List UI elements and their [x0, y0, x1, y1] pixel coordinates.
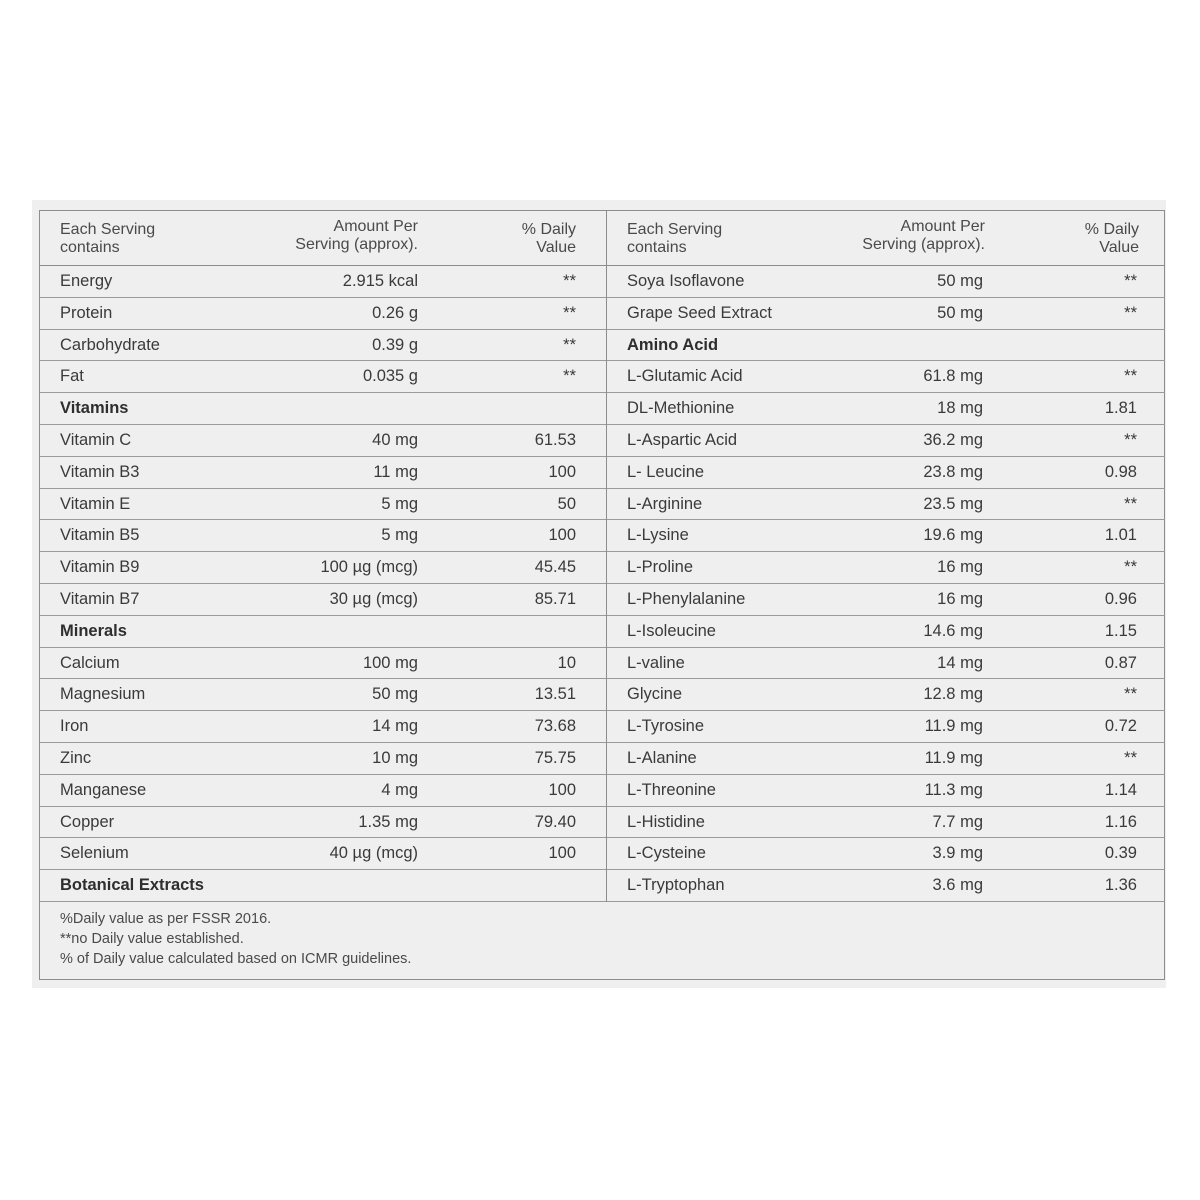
table-row — [607, 393, 1165, 425]
table-row — [607, 520, 1165, 552]
nutrient-amount: 11 mg — [373, 462, 418, 481]
nutrient-amount: 30 µg (mcg) — [329, 589, 418, 608]
nutrient-daily-value: 1.36 — [1104, 876, 1137, 895]
table-row — [40, 838, 606, 870]
nutrient-amount: 11.9 mg — [924, 717, 983, 736]
nutrition-table — [39, 210, 1165, 980]
table-row — [40, 711, 606, 743]
nutrient-daily-value: 45.45 — [534, 558, 576, 577]
nutrient-amount: 11.3 mg — [924, 780, 983, 799]
nutrient-name: L-Threonine — [627, 780, 716, 799]
nutrient-daily-value: ** — [1124, 367, 1137, 386]
nutrient-amount: 40 µg (mcg) — [329, 844, 418, 863]
table-row — [607, 679, 1165, 711]
section-title: Amino Acid — [627, 335, 719, 354]
nutrient-amount: 10 mg — [372, 748, 418, 767]
nutrient-daily-value: 13.51 — [534, 685, 576, 704]
nutrient-daily-value: 61.53 — [534, 430, 576, 449]
section-title: Botanical Extracts — [60, 876, 204, 895]
nutrient-daily-value: 100 — [548, 462, 576, 481]
footnotes — [60, 909, 411, 969]
nutrient-daily-value: ** — [563, 335, 576, 354]
table-row — [607, 616, 1165, 648]
nutrient-daily-value: 1.15 — [1104, 621, 1137, 640]
nutrient-amount: 4 mg — [381, 780, 418, 799]
nutrient-name: L-Lysine — [627, 526, 689, 545]
nutrient-name: Selenium — [60, 844, 129, 863]
nutrient-daily-value: ** — [1124, 685, 1137, 704]
nutrient-amount: 19.6 mg — [923, 526, 983, 545]
header-each-serving: Each Serving contains — [60, 221, 156, 256]
nutrient-daily-value: 0.98 — [1104, 462, 1137, 481]
nutrient-amount: 50 mg — [937, 303, 983, 322]
nutrient-daily-value: 85.71 — [534, 589, 576, 608]
table-right-column — [606, 211, 1165, 902]
nutrient-name: Magnesium — [60, 685, 146, 704]
table-row — [607, 838, 1165, 870]
nutrient-name: Soya Isoflavone — [627, 272, 745, 290]
table-row — [607, 552, 1165, 584]
table-row — [607, 298, 1165, 330]
table-row — [607, 807, 1165, 839]
nutrient-name: Vitamin B9 — [60, 558, 140, 577]
nutrient-amount: 7.7 mg — [932, 812, 983, 831]
nutrient-daily-value: ** — [1124, 272, 1137, 290]
section-title: Minerals — [60, 621, 127, 640]
nutrient-name: L- Leucine — [627, 462, 705, 481]
table-row — [40, 266, 606, 298]
footnote-icmr: % of Daily value calculated based on ICMR guidelines. — [60, 951, 412, 967]
nutrient-amount: 2.915 kcal — [342, 272, 418, 290]
nutrient-amount: 50 mg — [937, 272, 983, 290]
nutrient-amount: 3.9 mg — [932, 844, 983, 863]
nutrient-name: L-Tyrosine — [627, 717, 705, 736]
nutrient-name: L-valine — [627, 653, 685, 672]
table-row — [40, 361, 606, 393]
header-amount-per-serving: Amount Per Serving (approx). — [295, 218, 418, 253]
nutrient-name: L-Aspartic Acid — [627, 430, 738, 449]
nutrient-name: Energy — [60, 272, 113, 290]
table-left-column — [40, 211, 606, 902]
nutrient-amount: 40 mg — [372, 430, 418, 449]
table-row — [607, 870, 1165, 902]
nutrient-amount: 11.9 mg — [924, 748, 983, 767]
nutrient-daily-value: ** — [563, 272, 576, 290]
nutrient-amount: 0.39 g — [372, 335, 418, 354]
nutrient-amount: 23.5 mg — [923, 494, 983, 513]
footnote-fssr: %Daily value as per FSSR 2016. — [60, 911, 272, 927]
nutrient-name: L-Isoleucine — [627, 621, 716, 640]
nutrient-amount: 61.8 mg — [923, 367, 983, 386]
nutrient-daily-value: 0.72 — [1104, 717, 1137, 736]
table-row — [607, 266, 1165, 298]
nutrient-name: DL-Methionine — [627, 399, 735, 418]
footnote-no-dv: **no Daily value established. — [60, 931, 244, 947]
nutrient-daily-value: 10 — [557, 653, 576, 672]
nutrient-daily-value: ** — [563, 367, 576, 386]
nutrition-label-panel — [32, 200, 1184, 988]
nutrient-amount: 3.6 mg — [932, 876, 983, 895]
section-header-row — [607, 330, 1165, 362]
nutrient-amount: 5 mg — [381, 526, 418, 545]
nutrient-amount: 100 mg — [362, 653, 418, 672]
nutrient-name: Manganese — [60, 780, 147, 799]
nutrient-name: Grape Seed Extract — [627, 303, 772, 322]
table-row — [607, 425, 1165, 457]
header-amount-per-serving: Amount Per Serving (approx). — [862, 218, 985, 253]
nutrient-daily-value: 1.14 — [1104, 780, 1137, 799]
table-row — [607, 711, 1165, 743]
table-row — [40, 807, 606, 839]
nutrient-daily-value: 73.68 — [534, 717, 576, 736]
nutrient-name: L-Alanine — [627, 748, 697, 767]
section-title: Vitamins — [60, 399, 129, 418]
nutrient-daily-value: ** — [1124, 303, 1137, 322]
nutrient-amount: 100 µg (mcg) — [320, 558, 418, 577]
nutrient-name: Vitamin B5 — [60, 526, 140, 545]
table-row — [40, 520, 606, 552]
nutrient-name: Carbohydrate — [60, 335, 160, 354]
nutrient-amount: 14.6 mg — [923, 621, 983, 640]
right-rows — [607, 266, 1165, 902]
section-header-row — [40, 870, 606, 902]
nutrient-daily-value: 100 — [548, 526, 576, 545]
nutrient-name: Vitamin E — [60, 494, 131, 513]
table-row — [40, 425, 606, 457]
header-daily-value: % Daily Value — [521, 221, 576, 256]
nutrient-daily-value: ** — [563, 303, 576, 322]
table-row — [40, 489, 606, 521]
nutrient-name: Calcium — [60, 653, 120, 672]
nutrient-name: Fat — [60, 367, 84, 386]
table-row — [40, 584, 606, 616]
nutrient-name: L-Glutamic Acid — [627, 367, 743, 386]
nutrient-amount: 18 mg — [937, 399, 983, 418]
nutrient-name: Glycine — [627, 685, 683, 704]
header-each-serving: Each Serving contains — [627, 221, 723, 256]
table-row — [40, 775, 606, 807]
nutrient-amount: 1.35 mg — [358, 812, 418, 831]
nutrient-daily-value: 1.16 — [1104, 812, 1137, 831]
table-row — [607, 489, 1165, 521]
nutrient-daily-value: ** — [1124, 430, 1137, 449]
nutrient-daily-value: ** — [1124, 494, 1137, 513]
nutrient-daily-value: 79.40 — [534, 812, 576, 831]
nutrient-name: L-Arginine — [627, 494, 703, 513]
nutrient-name: L-Proline — [627, 558, 694, 577]
nutrient-name: Copper — [60, 812, 115, 831]
table-row — [40, 457, 606, 489]
table-row — [607, 743, 1165, 775]
nutrient-daily-value: 0.87 — [1104, 653, 1137, 672]
left-rows — [40, 266, 606, 902]
nutrient-amount: 14 mg — [372, 717, 418, 736]
nutrient-name: L-Cysteine — [627, 844, 706, 863]
header-daily-value: % Daily Value — [1084, 221, 1139, 256]
nutrient-daily-value: 100 — [548, 780, 576, 799]
table-row — [607, 648, 1165, 680]
table-header-right — [607, 211, 1165, 266]
table-row — [40, 330, 606, 362]
section-header-row — [40, 616, 606, 648]
nutrient-amount: 12.8 mg — [923, 685, 983, 704]
nutrient-name: L-Histidine — [627, 812, 705, 831]
nutrient-daily-value: 75.75 — [534, 748, 576, 767]
nutrient-daily-value: 50 — [557, 494, 576, 513]
table-row — [607, 457, 1165, 489]
table-row — [607, 584, 1165, 616]
nutrient-name: Vitamin C — [60, 430, 132, 449]
nutrient-name: Vitamin B7 — [60, 589, 140, 608]
section-header-row — [40, 393, 606, 425]
nutrient-amount: 0.035 g — [362, 367, 418, 386]
nutrient-daily-value: 1.01 — [1104, 526, 1137, 545]
nutrient-daily-value: 1.81 — [1104, 399, 1137, 418]
table-row — [607, 361, 1165, 393]
table-row — [40, 648, 606, 680]
table-header-left — [40, 211, 606, 266]
nutrient-amount: 5 mg — [381, 494, 418, 513]
nutrient-amount: 16 mg — [937, 558, 983, 577]
nutrient-daily-value: 0.39 — [1104, 844, 1137, 863]
nutrient-amount: 16 mg — [937, 589, 983, 608]
table-row — [40, 298, 606, 330]
nutrient-daily-value: ** — [1124, 748, 1137, 767]
nutrient-name: L-Phenylalanine — [627, 589, 746, 608]
nutrient-daily-value: 100 — [548, 844, 576, 863]
nutrient-amount: 14 mg — [937, 653, 983, 672]
nutrient-name: L-Tryptophan — [627, 876, 725, 895]
nutrient-amount: 0.26 g — [372, 303, 418, 322]
nutrient-amount: 36.2 mg — [923, 430, 983, 449]
nutrient-amount: 23.8 mg — [923, 462, 983, 481]
nutrient-daily-value: 0.96 — [1104, 589, 1137, 608]
nutrient-amount: 50 mg — [372, 685, 418, 704]
nutrient-daily-value: ** — [1124, 558, 1137, 577]
table-row — [40, 679, 606, 711]
nutrient-name: Zinc — [60, 748, 92, 767]
nutrient-name: Iron — [60, 717, 89, 736]
table-row — [40, 743, 606, 775]
table-row — [40, 552, 606, 584]
table-row — [607, 775, 1165, 807]
nutrient-name: Vitamin B3 — [60, 462, 140, 481]
nutrient-name: Protein — [60, 303, 113, 322]
